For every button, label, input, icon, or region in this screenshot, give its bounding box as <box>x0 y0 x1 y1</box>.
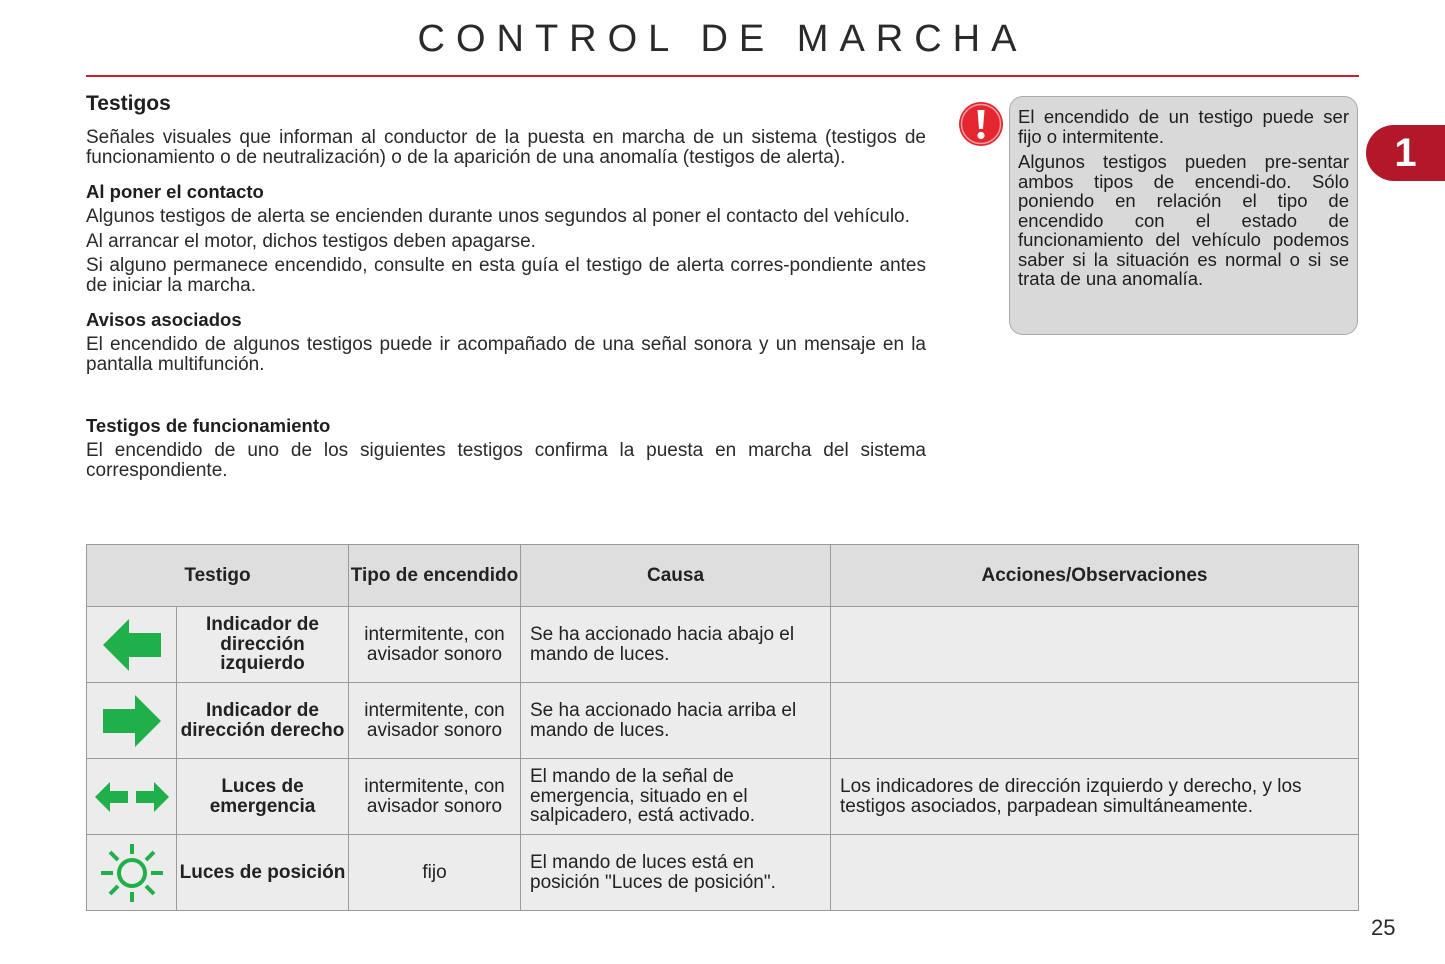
page-title: CONTROL DE MARCHA <box>417 18 1028 60</box>
info-note-box <box>1009 96 1358 335</box>
light-action <box>831 683 1359 759</box>
icon-cell <box>87 759 177 835</box>
indicator-lights-table <box>86 544 1359 911</box>
table-header-row <box>87 545 1359 607</box>
light-cause: El mando de la señal de emergencia, situado en el salpicadero, está activado. <box>521 759 831 835</box>
chapter-tab[interactable]: 1 <box>1366 125 1445 181</box>
light-cause: El mando de luces está en posición "Luces de posición". <box>521 835 831 911</box>
page-number: 25 <box>1371 915 1396 940</box>
light-action <box>831 607 1359 683</box>
table-row <box>87 683 1359 759</box>
notices-heading: Avisos asociados <box>86 309 242 330</box>
light-type: intermitente, con avisador sonoro <box>349 759 521 835</box>
icon-cell <box>87 683 177 759</box>
header-testigo: Testigo <box>87 545 349 607</box>
notices-paragraph: El encendido de algunos testigos puede ir acompañado de una señal sonora y un mensaje en la pantalla multifunción. <box>86 334 926 375</box>
warning-exclamation-icon <box>958 101 1004 147</box>
intro-paragraph: Señales visuales que informan al conductor de la puesta en marcha de un sistema (testigos de funcionamiento o de neutralización) o de la aparición de una anomalía (testigos de alerta). <box>86 127 926 168</box>
light-action <box>831 835 1359 911</box>
light-name: Indicador de dirección izquierdo <box>177 607 349 683</box>
light-type: intermitente, con avisador sonoro <box>349 683 521 759</box>
light-name: Indicador de dirección derecho <box>177 683 349 759</box>
icon-cell <box>87 607 177 683</box>
left-arrow-icon <box>101 617 163 673</box>
header-causa: Causa <box>521 545 831 607</box>
right-arrow-icon <box>101 693 163 749</box>
light-name: Luces de posición <box>177 835 349 911</box>
contact-paragraph-2: Al arrancar el motor, dichos testigos deben apagarse. <box>86 230 536 252</box>
light-type: fijo <box>349 835 521 911</box>
title-divider <box>86 75 1359 77</box>
functioning-heading: Testigos de funcionamiento <box>86 415 331 436</box>
note-paragraph-2: Algunos testigos pueden pre-sentar ambos tipos de encendi-do. Sólo poniendo en relación el tipo de encendido con el estado de funcionamiento del vehículo podemos saber si la situación es normal o si se trata de una anomalía. <box>1018 151 1349 289</box>
position-lights-icon <box>99 843 165 903</box>
light-action: Los indicadores de dirección izquierdo y derecho, y los testigos asociados, parpadean simultáneamente. <box>831 759 1359 835</box>
header-tipo: Tipo de encendido <box>349 545 521 607</box>
light-cause: Se ha accionado hacia arriba el mando de luces. <box>521 683 831 759</box>
header-acciones: Acciones/Observaciones <box>831 545 1359 607</box>
hazard-arrows-icon <box>94 780 170 814</box>
light-cause: Se ha accionado hacia abajo el mando de luces. <box>521 607 831 683</box>
contact-paragraph-1: Algunos testigos de alerta se encienden durante unos segundos al poner el contacto del vehículo. <box>86 206 910 227</box>
table-row <box>87 607 1359 683</box>
main-text-column <box>86 92 926 485</box>
section-heading: Testigos <box>86 92 171 115</box>
note-paragraph-1: El encendido de un testigo puede ser fijo o intermitente. <box>1018 106 1349 147</box>
table-row <box>87 835 1359 911</box>
table-row <box>87 759 1359 835</box>
functioning-paragraph: El encendido de uno de los siguientes testigos confirma la puesta en marcha del sistema correspondiente. <box>86 440 926 481</box>
icon-cell <box>87 835 177 911</box>
light-name: Luces de emergencia <box>177 759 349 835</box>
contact-paragraph-3: Si alguno permanece encendido, consulte en esta guía el testigo de alerta corres-pondiente antes de iniciar la marcha. <box>86 255 926 296</box>
light-type: intermitente, con avisador sonoro <box>349 607 521 683</box>
contact-heading: Al poner el contacto <box>86 181 264 202</box>
